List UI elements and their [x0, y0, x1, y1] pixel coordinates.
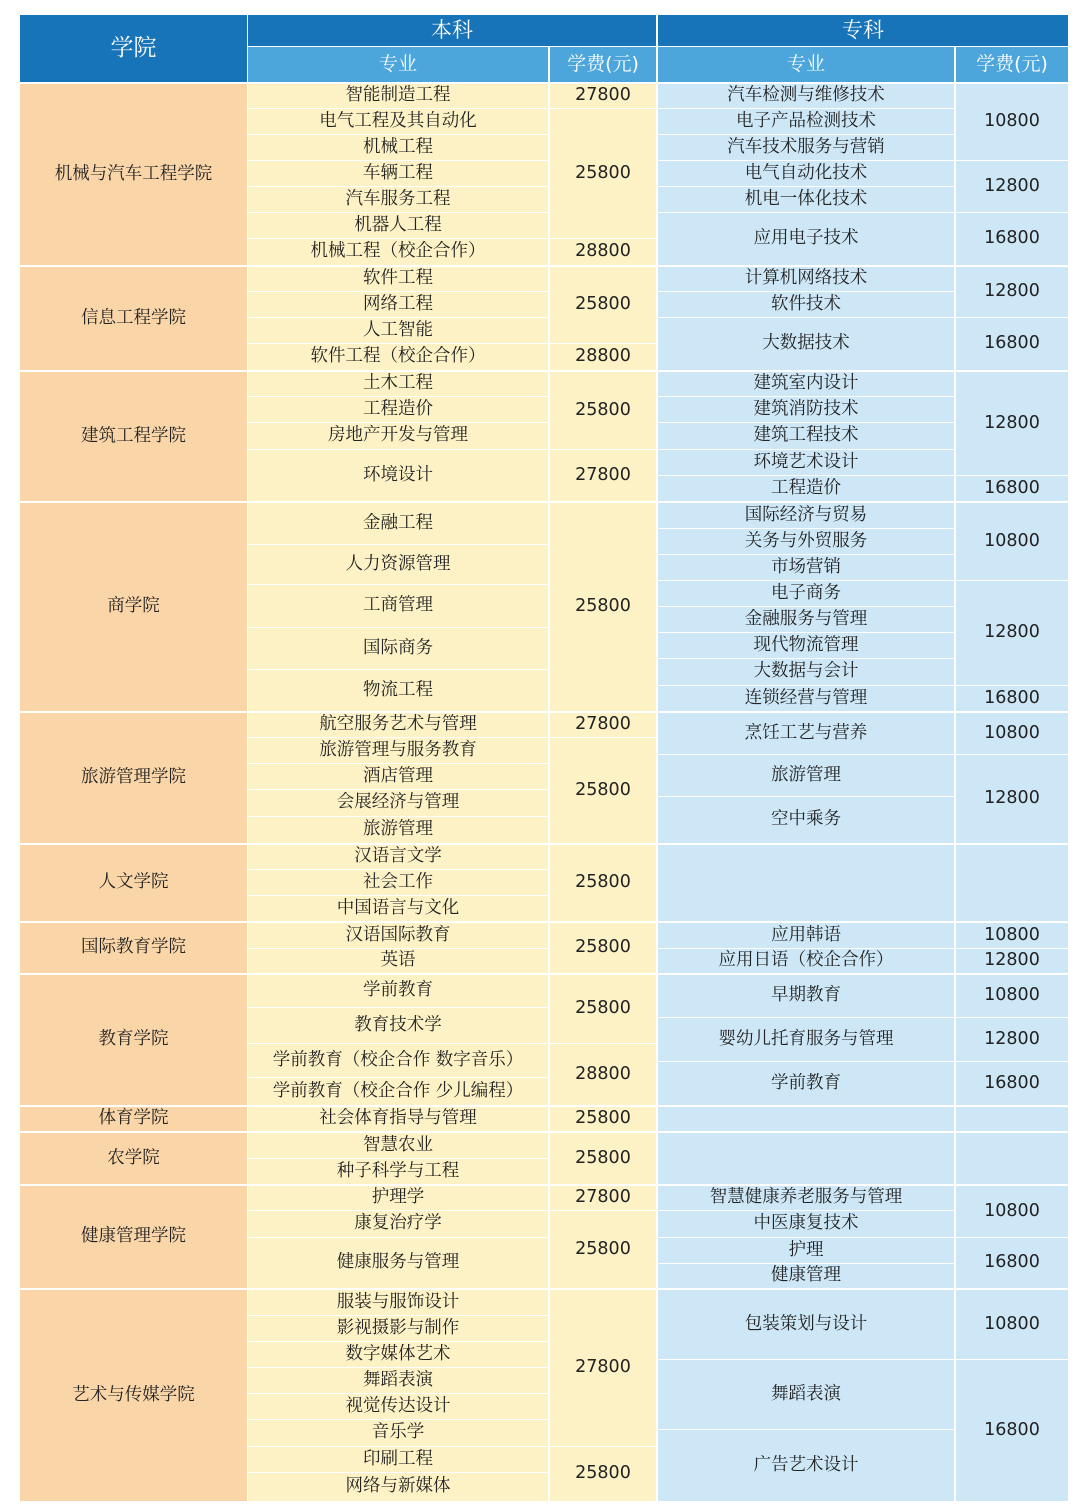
undergrad-major-cell: 护理学: [248, 1186, 548, 1210]
junior-fee-cell: 12800: [956, 949, 1068, 973]
junior-fee-cell: 12800: [956, 372, 1068, 475]
junior-fee-cell: 10800: [956, 503, 1068, 580]
undergrad-major-cell: 网络与新媒体: [248, 1473, 548, 1501]
undergrad-major-cell: 网络工程: [248, 292, 548, 317]
junior-fee-cell: 10800: [956, 713, 1068, 754]
undergrad-major-cell: 机械工程（校企合作）: [248, 239, 548, 265]
junior-major-cell: 舞蹈表演: [658, 1360, 954, 1429]
undergrad-major-cell: 社会工作: [248, 870, 548, 895]
college-cell: 健康管理学院: [20, 1186, 247, 1288]
junior-major-cell: 护理: [658, 1238, 954, 1263]
undergrad-major-cell: 视觉传达设计: [248, 1394, 548, 1419]
undergrad-major-cell: 人工智能: [248, 318, 548, 343]
undergrad-major-cell: 旅游管理与服务教育: [248, 738, 548, 763]
junior-major-cell: 早期教育: [658, 975, 954, 1017]
junior-major-cell: 中医康复技术: [658, 1211, 954, 1237]
junior-major-cell: 大数据技术: [658, 318, 954, 370]
undergrad-major-cell: 学前教育（校企合作 数字音乐）: [248, 1044, 548, 1077]
junior-major-cell: 包装策划与设计: [658, 1290, 954, 1359]
junior-major-cell: [658, 845, 954, 921]
undergrad-fee-cell: 27800: [550, 84, 656, 108]
junior-major-cell: 市场营销: [658, 555, 954, 580]
junior-fee-cell: 16800: [956, 1062, 1068, 1105]
junior-fee-cell: 12800: [956, 755, 1068, 843]
junior-major-cell: 婴幼儿托育服务与管理: [658, 1018, 954, 1061]
college-cell: 旅游管理学院: [20, 713, 247, 843]
junior-major-cell: 金融服务与管理: [658, 607, 954, 632]
undergrad-major-cell: 汽车服务工程: [248, 187, 548, 212]
college-cell: 商学院: [20, 503, 247, 711]
undergrad-fee-cell: 25800: [550, 1211, 656, 1288]
undergrad-major-cell: 国际商务: [248, 628, 548, 669]
junior-fee-cell: 16800: [956, 476, 1068, 501]
junior-fee-cell: 16800: [956, 686, 1068, 711]
undergrad-fee-cell: 25800: [550, 1133, 656, 1184]
junior-major-cell: 环境艺术设计: [658, 450, 954, 475]
junior-major-cell: 现代物流管理: [658, 633, 954, 658]
junior-major-cell: 电子产品检测技术: [658, 109, 954, 134]
undergrad-major-cell: 工程造价: [248, 397, 548, 422]
junior-major-cell: 计算机网络技术: [658, 267, 954, 291]
college-cell: 教育学院: [20, 975, 247, 1105]
junior-fee-cell: 12800: [956, 161, 1068, 212]
undergrad-major-cell: 服装与服饰设计: [248, 1290, 548, 1315]
junior-major-cell: 健康管理: [658, 1264, 954, 1288]
undergrad-major-cell: 汉语言文学: [248, 845, 548, 869]
undergrad-major-cell: 教育技术学: [248, 1008, 548, 1043]
undergrad-major-cell: 健康服务与管理: [248, 1238, 548, 1288]
undergrad-major-cell: 汉语国际教育: [248, 923, 548, 948]
college-cell: 国际教育学院: [20, 923, 247, 973]
junior-fee-cell: 12800: [956, 1018, 1068, 1061]
undergrad-major-cell: 旅游管理: [248, 817, 548, 843]
undergrad-major-cell: 金融工程: [248, 503, 548, 544]
undergrad-major-cell: 航空服务艺术与管理: [248, 713, 548, 737]
junior-fee-cell: 16800: [956, 318, 1068, 370]
undergrad-major-cell: 印刷工程: [248, 1447, 548, 1472]
junior-major-cell: 电气自动化技术: [658, 161, 954, 186]
junior-major-cell: 电子商务: [658, 581, 954, 606]
junior-fee-cell: 10800: [956, 975, 1068, 1017]
undergrad-major-cell: 车辆工程: [248, 161, 548, 186]
undergrad-major-cell: 房地产开发与管理: [248, 423, 548, 449]
junior-major-cell: 应用韩语: [658, 923, 954, 948]
undergrad-fee-cell: 28800: [550, 1044, 656, 1105]
undergrad-fee-cell: 25800: [550, 267, 656, 343]
junior-major-cell: 机电一体化技术: [658, 187, 954, 212]
junior-fee-empty-cell: [956, 1107, 1068, 1131]
junior-major-cell: 旅游管理: [658, 755, 954, 796]
undergrad-fee-cell: 25800: [550, 975, 656, 1043]
junior-major-cell: 空中乘务: [658, 797, 954, 843]
undergrad-fee-cell: 27800: [550, 1290, 656, 1446]
junior-major-cell: 智慧健康养老服务与管理: [658, 1186, 954, 1210]
junior-major-cell: 软件技术: [658, 292, 954, 317]
undergrad-fee-cell: 25800: [550, 109, 656, 238]
undergrad-major-header: 专业: [248, 47, 548, 82]
undergrad-fee-cell: 25800: [550, 1447, 656, 1501]
junior-fee-cell: 16800: [956, 1238, 1068, 1288]
undergrad-major-cell: 音乐学: [248, 1420, 548, 1446]
undergrad-major-cell: 社会体育指导与管理: [248, 1107, 548, 1131]
undergrad-fee-cell: 27800: [550, 1186, 656, 1210]
junior-fee-empty-cell: [956, 1133, 1068, 1184]
college-cell: 艺术与传媒学院: [20, 1290, 247, 1501]
undergrad-major-cell: 影视摄影与制作: [248, 1316, 548, 1341]
undergrad-fee-cell: 25800: [550, 503, 656, 711]
junior-major-cell: 广告艺术设计: [658, 1430, 954, 1501]
college-cell: 信息工程学院: [20, 267, 247, 370]
undergrad-major-cell: 智慧农业: [248, 1133, 548, 1158]
undergrad-major-cell: 学前教育: [248, 975, 548, 1007]
undergrad-major-cell: 英语: [248, 949, 548, 973]
junior-major-cell: 烹饪工艺与营养: [658, 713, 954, 754]
junior-major-cell: 国际经济与贸易: [658, 503, 954, 528]
junior-fee-cell: 16800: [956, 213, 1068, 265]
junior-major-cell: 建筑工程技术: [658, 423, 954, 449]
junior-major-cell: 大数据与会计: [658, 659, 954, 685]
junior-fee-cell: 12800: [956, 267, 1068, 317]
undergrad-fee-cell: 25800: [550, 1107, 656, 1131]
undergrad-major-cell: 中国语言与文化: [248, 896, 548, 921]
junior-major-cell: 应用日语（校企合作）: [658, 949, 954, 973]
undergrad-major-cell: 软件工程: [248, 267, 548, 291]
undergrad-major-cell: 工商管理: [248, 585, 548, 627]
junior-major-cell: 汽车检测与维修技术: [658, 84, 954, 108]
undergrad-fee-cell: 25800: [550, 845, 656, 921]
undergrad-fee-cell: 25800: [550, 372, 656, 449]
junior-fee-empty-cell: [956, 845, 1068, 921]
junior-major-cell: 关务与外贸服务: [658, 529, 954, 554]
junior-major-cell: 学前教育: [658, 1062, 954, 1105]
undergrad-major-cell: 会展经济与管理: [248, 790, 548, 816]
undergrad-major-cell: 学前教育（校企合作 少儿编程）: [248, 1078, 548, 1105]
junior-major-cell: [658, 1107, 954, 1131]
college-cell: 建筑工程学院: [20, 372, 247, 501]
college-cell: 体育学院: [20, 1107, 247, 1131]
undergrad-major-cell: 机械工程: [248, 135, 548, 160]
undergrad-major-cell: 电气工程及其自动化: [248, 109, 548, 134]
junior-major-cell: 连锁经营与管理: [658, 686, 954, 711]
undergrad-fee-header: 学费(元): [550, 47, 656, 82]
undergrad-major-cell: 数字媒体艺术: [248, 1342, 548, 1367]
junior-fee-cell: 12800: [956, 581, 1068, 685]
junior-fee-cell: 16800: [956, 1360, 1068, 1501]
junior-fee-cell: 10800: [956, 1290, 1068, 1359]
undergrad-major-cell: 舞蹈表演: [248, 1368, 548, 1393]
college-cell: 机械与汽车工程学院: [20, 84, 247, 265]
college-cell: 农学院: [20, 1133, 247, 1184]
undergrad-fee-cell: 25800: [550, 923, 656, 973]
undergrad-major-cell: 软件工程（校企合作）: [248, 344, 548, 370]
junior-major-cell: 建筑消防技术: [658, 397, 954, 422]
undergrad-fee-cell: 28800: [550, 344, 656, 370]
undergrad-major-cell: 康复治疗学: [248, 1211, 548, 1237]
undergrad-major-cell: 智能制造工程: [248, 84, 548, 108]
undergrad-major-cell: 环境设计: [248, 450, 548, 501]
junior-major-cell: 应用电子技术: [658, 213, 954, 265]
undergrad-fee-cell: 27800: [550, 450, 656, 501]
undergrad-fee-cell: 27800: [550, 713, 656, 737]
undergrad-major-cell: 种子科学与工程: [248, 1159, 548, 1184]
undergrad-header: 本科: [248, 15, 656, 46]
junior-major-cell: [658, 1133, 954, 1184]
junior-major-header: 专业: [658, 47, 954, 82]
undergrad-major-cell: 机器人工程: [248, 213, 548, 238]
junior-fee-cell: 10800: [956, 84, 1068, 160]
college-cell: 人文学院: [20, 845, 247, 921]
junior-fee-cell: 10800: [956, 923, 1068, 948]
junior-header: 专科: [658, 15, 1068, 46]
college-header: 学院: [20, 15, 247, 82]
undergrad-fee-cell: 28800: [550, 239, 656, 265]
junior-fee-header: 学费(元): [956, 47, 1068, 82]
undergrad-fee-cell: 25800: [550, 738, 656, 843]
undergrad-major-cell: 土木工程: [248, 372, 548, 396]
junior-major-cell: 建筑室内设计: [658, 372, 954, 396]
junior-major-cell: 汽车技术服务与营销: [658, 135, 954, 160]
undergrad-major-cell: 酒店管理: [248, 764, 548, 789]
junior-major-cell: 工程造价: [658, 476, 954, 501]
junior-fee-cell: 10800: [956, 1186, 1068, 1237]
undergrad-major-cell: 物流工程: [248, 670, 548, 711]
undergrad-major-cell: 人力资源管理: [248, 545, 548, 584]
